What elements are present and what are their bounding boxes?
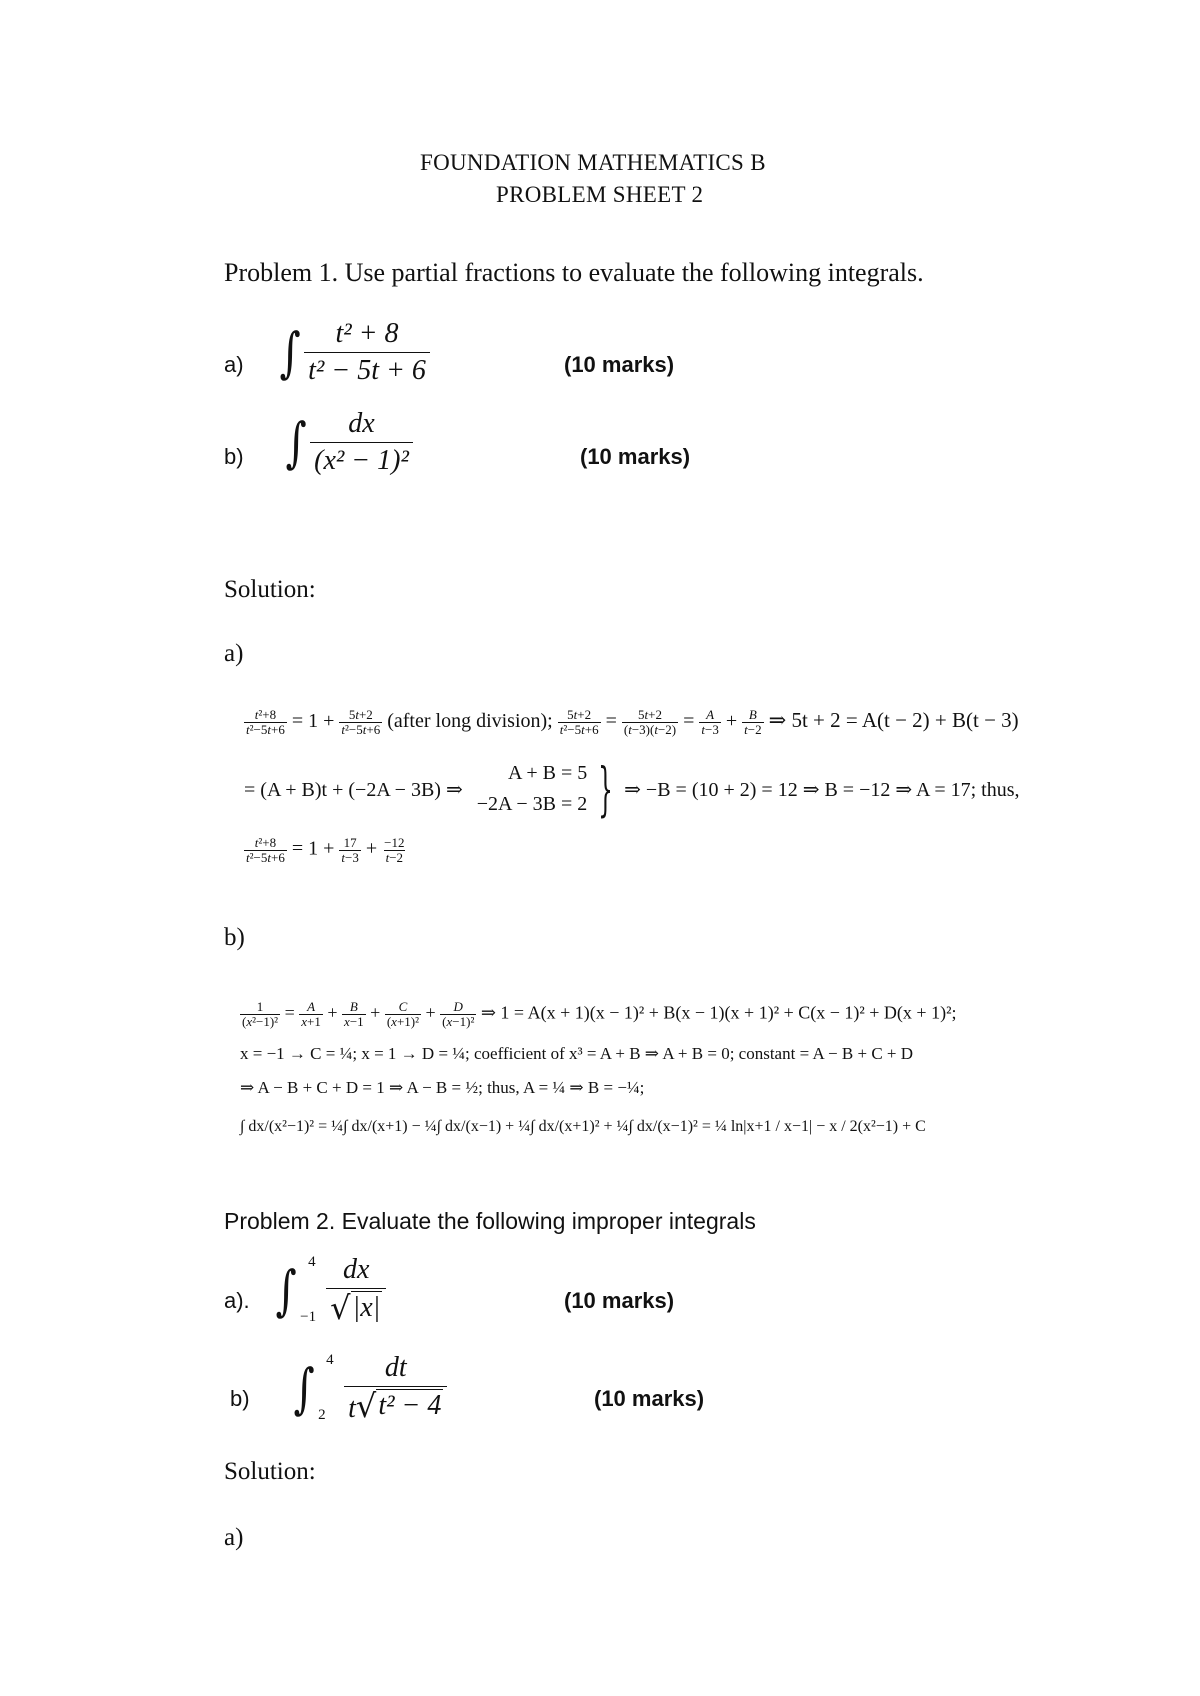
integral-sign-icon: ∫ bbox=[275, 1258, 297, 1322]
problem-2b-marks: (10 marks) bbox=[594, 1386, 705, 1411]
problem-1a-marks: (10 marks) bbox=[564, 352, 675, 377]
solution-1b-line-1: $\frac{1}{\text{(x²−1)²}}$ = $\frac{A}{x+1}$ + $\frac{B}{x-1}$ + $\frac{C}{\text{(x+1)²}}$ + $\frac{D}{\text{(x−1)²}}$ ⇒ 1 = A(x + 1)(x − 1)² + B(x − 1)(x + 1)² + C(x − 1)² + D(x + 1)²; bbox=[242, 999, 957, 1029]
solution-1b-line-1-end: ⇒ 1 = A(x + 1)(x − 1)² + B(x − 1)(x + 1)² + C(x − 1)² + D(x + 1)²; bbox=[480, 1002, 957, 1023]
title-line-1: FOUNDATION MATHEMATICS B bbox=[420, 150, 766, 175]
problem-2a-lower-limit: −1 bbox=[300, 1308, 317, 1325]
solution-1a-line-1: $\frac{\text{t²+8}}{\text{t²−5t+6}}$ = 1 + $\frac{5t+2}{\text{t²−5t+6}}$ (after long division); $\frac{5t+2}{\text{t²−5t+6}}$ = $\frac{5t+2}{(t-3)(t-2)}$ = $\frac{A}{t-3}$ + $\frac{B}{t-2}$ ⇒ 5t + 2 = A(t − 2) + B(t − 3) bbox=[246, 707, 1019, 737]
problem-2a-marks: (10 marks) bbox=[564, 1288, 675, 1313]
problem-1b-numerator: dx bbox=[348, 408, 375, 439]
square-root-icon: √ bbox=[355, 1387, 377, 1425]
problem-2-heading: Problem 2. Evaluate the following improper integrals bbox=[224, 1208, 756, 1234]
problem-1a-label: a) bbox=[224, 352, 244, 377]
problem-1a-denominator: t² − 5t + 6 bbox=[304, 352, 430, 387]
integral-sign-icon: ∫ bbox=[285, 410, 307, 474]
solution-1a-line-3: $\frac{\text{t²+8}}{\text{t²−5t+6}}$ = 1 + $\frac{17}{t-3}$ + $\frac{-12}{t-2}$ bbox=[246, 835, 405, 865]
problem-2b-denominator-t: t bbox=[348, 1393, 356, 1424]
solution-1a-line-2 bbox=[244, 755, 1020, 823]
solution-1a-label: a) bbox=[224, 640, 244, 667]
solution-1b-line-3: ⇒ A − B + C + D = 1 ⇒ A − B = ½; thus, A = ¼ ⇒ B = −¼; bbox=[240, 1078, 645, 1097]
solution-1a-system-eq-2: −2A − 3B = 2 bbox=[476, 793, 588, 815]
problem-2b-lower-limit: 2 bbox=[318, 1406, 326, 1423]
solution-1a-line-2-end: ⇒ −B = (10 + 2) = 12 ⇒ B = −12 ⇒ A = 17; thus, bbox=[624, 778, 1020, 801]
problem-1-heading: Problem 1. Use partial fractions to evaluate the following integrals. bbox=[224, 258, 924, 287]
problem-2a-numerator: dx bbox=[343, 1254, 370, 1285]
problem-1b-integral bbox=[282, 408, 413, 477]
solution-2a-label: a) bbox=[224, 1524, 244, 1551]
solution-1b-line-2: x = −1 → C = ¼; x = 1 → D = ¼; coefficient of x³ = A + B ⇒ A + B = 0; constant = A − B + C + D bbox=[240, 1044, 914, 1063]
solution-1b-line-4: ∫ dx/(x²−1)² = ¼∫ dx/(x+1) − ¼∫ dx/(x−1) + ¼∫ dx/(x+1)² + ¼∫ dx/(x−1)² = ¼ ln|x+1 / x−1| − x / 2(x²−1) + C bbox=[240, 1118, 926, 1135]
problem-2a-denominator: |x| bbox=[352, 1292, 381, 1323]
problem-2b-integral bbox=[290, 1352, 447, 1425]
problem-2b-denominator-root: t² − 4 bbox=[378, 1390, 442, 1421]
problem-2b-upper-limit: 4 bbox=[326, 1351, 334, 1368]
problem-1b-marks: (10 marks) bbox=[580, 444, 691, 469]
problem-2a-upper-limit: 4 bbox=[308, 1253, 316, 1270]
problem-2b-numerator: dt bbox=[384, 1352, 407, 1383]
solution-1a-long-division-note: (after long division); bbox=[387, 710, 553, 732]
problem-2b-label: b) bbox=[230, 1386, 250, 1411]
solution-1a-system-eq-1: A + B = 5 bbox=[508, 762, 588, 784]
problem-2a-label: a). bbox=[224, 1288, 250, 1313]
problem-1b-denominator: (x² − 1)² bbox=[310, 442, 413, 477]
problem-1a-integral bbox=[276, 318, 430, 387]
solution-1a-line-2-start: = (A + B)t + (−2A − 3B) ⇒ bbox=[244, 778, 463, 801]
solution-1b-label: b) bbox=[224, 924, 245, 951]
problem-1b-label: b) bbox=[224, 444, 244, 469]
problem-1a-numerator: t² + 8 bbox=[335, 318, 399, 349]
square-root-icon: √ bbox=[330, 1289, 351, 1327]
solution-1-heading: Solution: bbox=[224, 576, 316, 603]
solution-2-heading: Solution: bbox=[224, 1458, 316, 1485]
right-brace-icon: } bbox=[598, 755, 614, 823]
integral-sign-icon: ∫ bbox=[293, 1356, 315, 1420]
solution-1a-line-1-end: ⇒ 5t + 2 = A(t − 2) + B(t − 3) bbox=[768, 708, 1019, 732]
problem-2a-integral bbox=[272, 1254, 386, 1327]
integral-sign-icon: ∫ bbox=[279, 320, 301, 384]
title-line-2: PROBLEM SHEET 2 bbox=[496, 182, 704, 207]
